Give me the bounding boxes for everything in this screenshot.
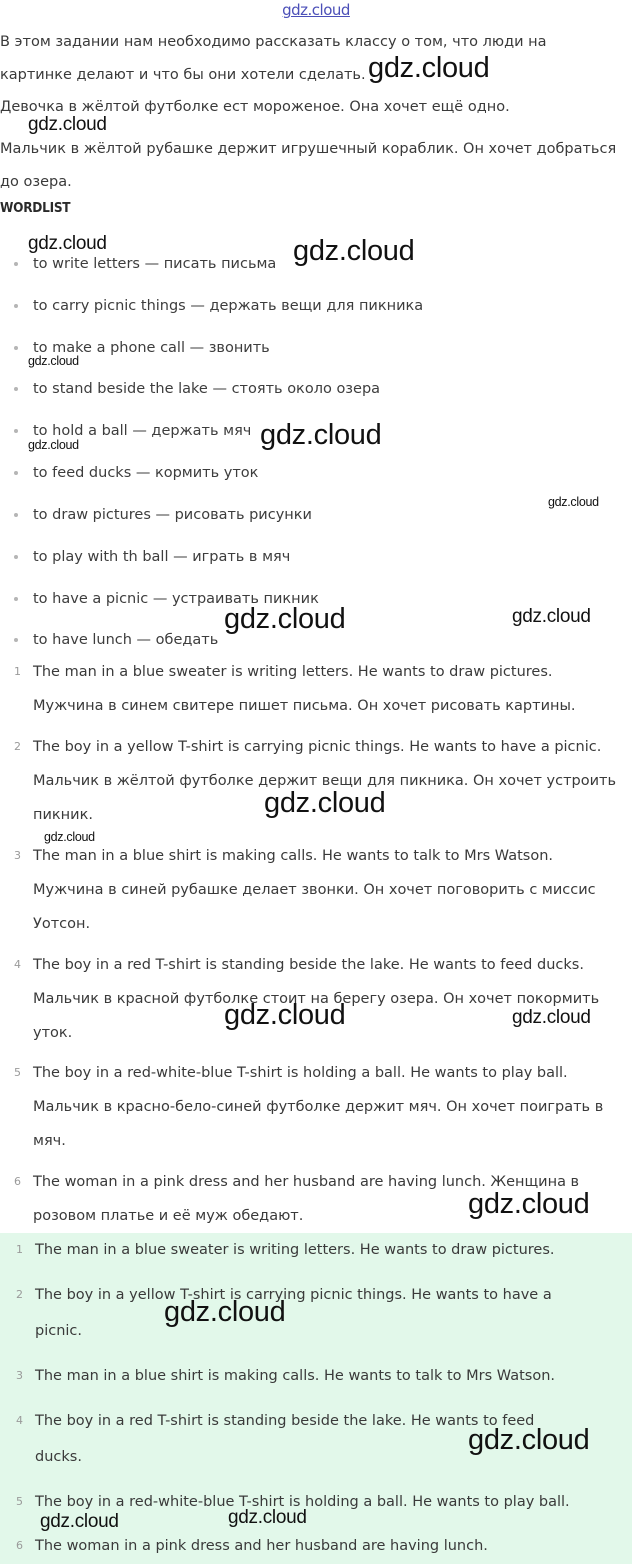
item-number: 1 [16,1243,23,1256]
answer-line: The boy in a yellow T-shirt is carrying picnic things. He wants to have a [35,1287,552,1303]
sentence-line: The boy in a yellow T-shirt is carrying picnic things. He wants to have a picnic. [33,739,602,755]
answer-line: The boy in a red T-shirt is standing beside the lake. He wants to feed [35,1413,535,1429]
item-number: 6 [16,1539,23,1552]
sentence-line: Мужчина в синем свитере пишет письма. Он хочет рисовать картины. [33,698,576,714]
intro-line-2: картинке делают и что бы они хотели сделать. [0,67,366,83]
intro-boy-line-1: Мальчик в жёлтой рубашке держит игрушечный кораблик. Он хочет добраться [0,141,617,157]
sentence-line: пикник. [33,807,93,823]
sentence-line: Мальчик в жёлтой футболке держит вещи для пикника. Он хочет устроить [33,773,617,789]
item-number: 1 [14,665,21,678]
bullet-icon [14,387,18,391]
watermark: gdz.cloud [368,52,490,84]
item-number: 4 [14,958,21,971]
sentence-line: The man in a blue sweater is writing letters. He wants to draw pictures. [33,664,553,680]
header-watermark: gdz.cloud [282,1,350,19]
wordlist-item: to feed ducks — кормить уток [14,458,614,488]
wordlist-item: to have lunch — обедать [14,625,614,655]
answer-line: The woman in a pink dress and her husband are having lunch. [35,1538,488,1554]
sentence-line: Мужчина в синей рубашке делает звонки. Он хочет поговорить с миссис [33,882,596,898]
wordlist-heading: WORDLIST [0,200,71,216]
wordlist-item: to carry picnic things — держать вещи для пикника [14,291,614,321]
bullet-icon [14,555,18,559]
answer-line: The man in a blue shirt is making calls. He wants to talk to Mrs Watson. [35,1368,556,1384]
watermark: gdz.cloud [548,495,599,509]
sentence-line: The man in a blue shirt is making calls. He wants to talk to Mrs Watson. [33,848,554,864]
sentence-line: мяч. [33,1133,66,1149]
wordlist-item: to hold a ball — держать мяч [14,416,614,446]
wordlist-item: to make a phone call — звонить [14,333,614,363]
watermark: gdz.cloud [224,603,346,635]
answer-line: ducks. [35,1449,82,1465]
item-number: 3 [14,849,21,862]
sentence-line: The boy in a red-white-blue T-shirt is holding a ball. He wants to play ball. [33,1065,568,1081]
item-number: 6 [14,1175,21,1188]
wordlist-item: to have a picnic — устраивать пикник [14,584,614,614]
watermark: gdz.cloud [28,438,79,452]
bullet-icon [14,429,18,433]
item-number: 3 [16,1369,23,1382]
watermark: gdz.cloud [28,354,79,368]
answer-line: picnic. [35,1323,83,1339]
item-number: 2 [16,1288,23,1301]
sentence-line: розовом платье и её муж обедают. [33,1208,304,1224]
wordlist-item: to stand beside the lake — стоять около озера [14,374,614,404]
bullet-icon [14,262,18,266]
item-number: 5 [14,1066,21,1079]
sentence-line: The woman in a pink dress and her husband are having lunch. Женщина в [33,1174,580,1190]
sentence-line: The boy in a red T-shirt is standing beside the lake. He wants to feed ducks. [33,957,584,973]
item-number: 4 [16,1414,23,1427]
sentence-line: уток. [33,1025,73,1041]
watermark: gdz.cloud [28,114,107,135]
watermark: gdz.cloud [224,999,346,1031]
watermark: gdz.cloud [512,1007,591,1028]
bullet-icon [14,513,18,517]
sentence-line: Мальчик в красно-бело-синей футболке держит мяч. Он хочет поиграть в [33,1099,604,1115]
watermark: gdz.cloud [293,235,415,267]
sentence-line: Уотсон. [33,916,91,932]
intro-line-1: В этом задании нам необходимо рассказать классу о том, что люди на [0,34,547,50]
wordlist-item: to write letters — писать письма [14,249,614,279]
answer-line: The man in a blue sweater is writing letters. He wants to draw pictures. [35,1242,555,1258]
watermark: gdz.cloud [44,830,95,844]
item-number: 2 [14,740,21,753]
watermark: gdz.cloud [468,1188,590,1220]
watermark: gdz.cloud [468,1424,590,1456]
watermark: gdz.cloud [264,787,386,819]
watermark: gdz.cloud [164,1296,286,1328]
answer-line: The boy in a red-white-blue T-shirt is holding a ball. He wants to play ball. [35,1494,570,1510]
bullet-icon [14,597,18,601]
bullet-icon [14,346,18,350]
wordlist-item: to draw pictures — рисовать рисунки [14,500,614,530]
watermark: gdz.cloud [40,1511,119,1532]
intro-girl: Девочка в жёлтой футболке ест мороженое. Она хочет ещё одно. [0,99,510,115]
bullet-icon [14,471,18,475]
intro-boy-line-2: до озера. [0,174,72,190]
item-number: 5 [16,1495,23,1508]
bullet-icon [14,638,18,642]
watermark: gdz.cloud [28,233,107,254]
bullet-icon [14,304,18,308]
watermark: gdz.cloud [260,419,382,451]
watermark: gdz.cloud [512,606,591,627]
wordlist-item: to play with th ball — играть в мяч [14,542,614,572]
sentence-line: Мальчик в красной футболке стоит на берегу озера. Он хочет покормить [33,991,600,1007]
watermark: gdz.cloud [228,1507,307,1528]
